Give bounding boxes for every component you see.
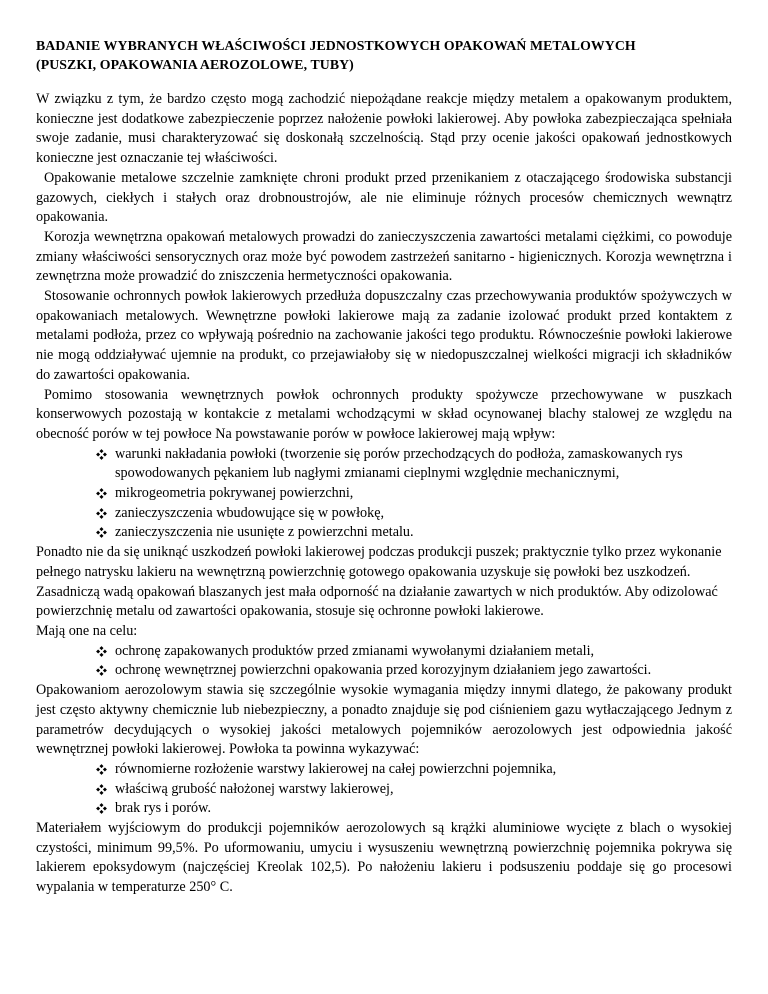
paragraph-6: Ponadto nie da się uniknąć uszkodzeń powłoki lakierowej podczas produkcji puszek; praktycznie tylko przez wykonanie pełnego natrysku lakieru na wewnętrzną powierzchnię gotowego opakowania uzyskuje się powłoki bez uszkodzeń.: [36, 544, 722, 580]
title-line-1: BADANIE WYBRANYCH WŁAŚCIWOŚCI JEDNOSTKOWYCH OPAKOWAŃ METALOWYCH: [36, 38, 636, 53]
four-diamond-bullet-icon: [96, 504, 110, 523]
title-line-2: (PUSZKI, OPAKOWANIA AEROZOLOWE, TUBY): [36, 57, 354, 72]
paragraph-7: Zasadniczą wadą opakowań blaszanych jest mała odporność na działanie zawartych w nich produktów. Aby odizolować powierzchnię metalu od zawartości opakowania, stosuje się ochronne powłoki lakierowe.: [36, 583, 718, 620]
paragraph-9: Opakowaniom aerozolowym stawia się szczególnie wysokie wymagania między innymi dlatego, że pakowany produkt jest często aktywny chemicznie lub niebezpieczny, a ponadto znajduje się pod ciśnieniem gazu wytłaczającego Jednym z parametrów decydujących o wysokiej jakości metalowych pojemników aerozolowych jest odpowiednia jakość wewnętrznej powłoki lakierowej. Powłoka ta powinna wykazywać:: [36, 682, 732, 758]
paragraph-8: Mają one na celu:: [36, 622, 138, 639]
four-diamond-bullet-icon: [96, 780, 110, 799]
list-item-text: ochronę wewnętrznej powierzchni opakowania przed korozyjnym działaniem jego zawartości.: [115, 662, 652, 679]
paragraph-5: Pomimo stosowania wewnętrznych powłok ochronnych produkty spożywcze przechowywane w puszkach konserwowych pozostają w kontakcie z metalami wchodzącymi w skład ocynowanej blachy stalowej ze względu na obecność porów w tej powłoce Na powstawanie porów w powłoce lakierowej mają wpływ:: [36, 386, 732, 442]
four-diamond-bullet-icon: [96, 523, 110, 542]
four-diamond-bullet-icon: [96, 760, 110, 779]
bullet-list-purposes: [36, 642, 732, 681]
list-item-text: właściwą grubość nałożonej warstwy lakierowej,: [115, 780, 394, 797]
paragraph-1: W związku z tym, że bardzo często mogą zachodzić niepożądane reakcje między metalem a opakowanym produktem, konieczne jest dodatkowe zabezpieczenie poprzez nałożenie powłoki lakierowej. Aby powłoka zabezpieczająca spełniała swoje zadanie, musi charakteryzować się doskonałą szczelnością. Stąd przy ocenie jakości opakowań jednostkowych konieczne jest oznaczanie tej właściwości.: [36, 91, 732, 167]
list-item-text: brak rys i porów.: [115, 800, 212, 817]
list-item: [78, 799, 732, 819]
paragraph-3: Korozja wewnętrzna opakowań metalowych prowadzi do zanieczyszczenia zawartości metalami ciężkimi, co powoduje zmiany właściwości sensorycznych oraz może być powodem zastrzeżeń sanitarno - higienicznych. Korozja wewnętrzna i zewnętrzna może prowadzić do zniszczenia hermetyczności opakowania.: [36, 228, 732, 285]
list-item-text: warunki nakładania powłoki (tworzenie się porów przechodzących do podłoża, zamaskowanych rys spowodowanych pękaniem lub nagłymi zmianami cieplnymi względnie mechanicznymi,: [115, 445, 683, 482]
list-item: [78, 642, 732, 662]
list-item-text: ochronę zapakowanych produktów przed zmianami wywołanymi działaniem metali,: [115, 642, 595, 659]
list-item: [78, 484, 732, 504]
paragraph-10: Materiałem wyjściowym do produkcji pojemników aerozolowych są krążki aluminiowe wycięte z blach o wysokiej czystości, minimum 99,5%. Po uformowaniu, umyciu i wysuszeniu wewnętrzną powierzchnię pojemnika pokrywa się lakierem epoksydowym (najczęściej Kreolak 102,5). Po nałożeniu lakieru i podsuszeniu poddaje się go procesowi wypalania w temperaturze 250° C.: [36, 820, 732, 896]
paragraph-4: Stosowanie ochronnych powłok lakierowych przedłuża dopuszczalny czas przechowywania produktów spożywczych w opakowaniach metalowych. Wewnętrzne powłoki lakierowe mają za zadanie izolować produkt przed kontaktem z metalami podłoża, przez co wpływają pośrednio na zachowanie jakości tego produktu. Równocześnie powłoki lakierowe nie mogą oddziaływać ujemnie na produkt, co przejawiałoby się w niedopuszczalnej wielkości migracji ich składników do zawartości opakowania.: [36, 288, 732, 383]
bullet-list-pore-factors: [36, 445, 732, 544]
document-title: [36, 36, 732, 74]
document-page: [36, 36, 732, 898]
four-diamond-bullet-icon: [96, 484, 110, 503]
four-diamond-bullet-icon: [96, 445, 110, 464]
list-item-text: mikrogeometria pokrywanej powierzchni,: [115, 485, 354, 502]
list-item: [78, 523, 732, 543]
list-item-text: równomierne rozłożenie warstwy lakierowej na całej powierzchni pojemnika,: [115, 760, 557, 777]
list-item: [78, 504, 732, 524]
list-item: [78, 780, 732, 800]
four-diamond-bullet-icon: [96, 799, 110, 818]
list-item: [78, 661, 732, 681]
list-item-text: zanieczyszczenia nie usunięte z powierzchni metalu.: [115, 524, 414, 541]
four-diamond-bullet-icon: [96, 661, 110, 680]
four-diamond-bullet-icon: [96, 642, 110, 661]
list-item: [78, 760, 732, 780]
list-item-text: zanieczyszczenia wbudowujące się w powłokę,: [115, 504, 385, 521]
list-item: [78, 445, 732, 484]
paragraph-2: Opakowanie metalowe szczelnie zamknięte chroni produkt przed przenikaniem z otaczającego środowiska substancji gazowych, ciekłych i stałych oraz drobnoustrojów, ale nie eliminuje różnych procesów chemicznych wewnątrz opakowania.: [36, 169, 732, 226]
bullet-list-coating-requirements: [36, 760, 732, 819]
